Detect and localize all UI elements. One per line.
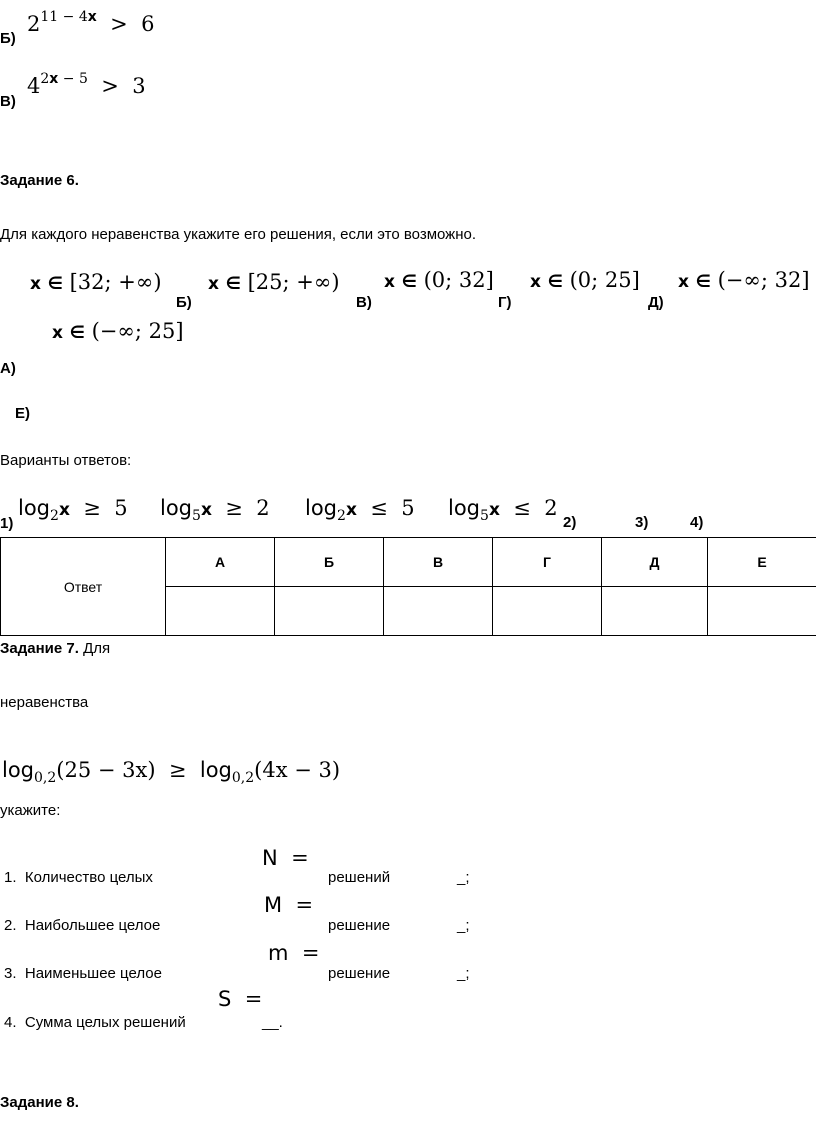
variants-title: Варианты ответов:: [0, 452, 132, 469]
item-2-blank[interactable]: _;: [457, 917, 470, 934]
answer-cell-d[interactable]: [602, 587, 708, 636]
answer-table: [0, 537, 816, 636]
solution-label-d: Д): [648, 294, 664, 311]
item-3-tail: решение: [328, 965, 391, 982]
solution-g: x ∈ (0; 25]: [530, 268, 640, 292]
inequality-2: $\log_5x \ge 2$: [160, 496, 270, 524]
inequality-3: $\log_2x \le 5$: [305, 496, 415, 524]
answer-header-g: Г: [493, 538, 602, 587]
item-1-blank[interactable]: _;: [457, 869, 470, 886]
solution-label-e: Е): [15, 405, 30, 422]
solution-label-b: Б): [176, 294, 192, 311]
inequality-num-3: 3): [635, 514, 649, 531]
answer-header-d: Д: [602, 538, 708, 587]
answer-header-e: Е: [708, 538, 816, 587]
answer-header-b: Б: [275, 538, 384, 587]
item-1-tail: решений: [328, 869, 391, 886]
task7-inequality: $\log_{0,2}(25 - 3x) \ge \log_{0,2}(4x - 3)$: [2, 758, 341, 786]
solution-label-a: А): [0, 360, 16, 377]
solution-a: x ∈ [32; +∞): [30, 270, 162, 294]
item-2-text: 2. Наибольшее целое: [4, 917, 161, 934]
var-n: N =: [262, 846, 309, 870]
answer-cell-b[interactable]: [275, 587, 384, 636]
item-4-text: 4. Сумма целых решений: [4, 1014, 186, 1031]
var-s: S =: [218, 987, 263, 1011]
item-3-blank[interactable]: _;: [457, 965, 470, 982]
var-m-upper: M =: [264, 893, 314, 917]
solution-label-v: В): [356, 294, 372, 311]
task8-title: Задание 8.: [0, 1094, 79, 1111]
var-m-lower: m =: [268, 941, 320, 965]
label-v: В): [0, 93, 16, 110]
answer-header-v: В: [384, 538, 493, 587]
inequality-4: $\log_5x \le 2$: [448, 496, 558, 524]
task7-prompt: укажите:: [0, 802, 61, 819]
solution-label-g: Г): [498, 294, 512, 311]
solution-d: x ∈ (−∞; 32]: [678, 268, 810, 292]
task7-intro-a: Для: [83, 640, 111, 657]
answer-cell-v[interactable]: [384, 587, 493, 636]
solution-e: x ∈ (−∞; 25]: [52, 319, 184, 343]
answer-header-a: А: [166, 538, 275, 587]
item-1-text: 1. Количество целых: [4, 869, 153, 886]
inequality-num-1: 1): [0, 515, 14, 532]
inequality-num-4: 4): [690, 514, 704, 531]
inequality-b: $2^{11 - 4x} > 6$: [27, 9, 155, 36]
answer-cell-e[interactable]: [708, 587, 816, 636]
item-2-tail: решение: [328, 917, 391, 934]
inequality-v: $4^{2x - 5} > 3$: [27, 71, 146, 98]
inequality-num-2: 2): [563, 514, 577, 531]
item-3-text: 3. Наименьшее целое: [4, 965, 162, 982]
label-b: Б): [0, 30, 16, 47]
inequality-1: $\log_2x \ge 5$: [18, 496, 128, 524]
solution-v: x ∈ (0; 32]: [384, 268, 494, 292]
task6-instruction: Для каждого неравенства укажите его решения, если это возможно.: [0, 226, 477, 243]
task6-title: Задание 6.: [0, 172, 79, 189]
item-4-blank[interactable]: __.: [262, 1014, 283, 1031]
task7-intro-b: неравенства: [0, 694, 89, 711]
task7-title: Задание 7.: [0, 640, 79, 657]
task7-intro: [0, 640, 110, 657]
solution-b: x ∈ [25; +∞): [208, 270, 340, 294]
answer-cell-g[interactable]: [493, 587, 602, 636]
answer-cell-a[interactable]: [166, 587, 275, 636]
answer-row-label: Ответ: [1, 538, 166, 636]
